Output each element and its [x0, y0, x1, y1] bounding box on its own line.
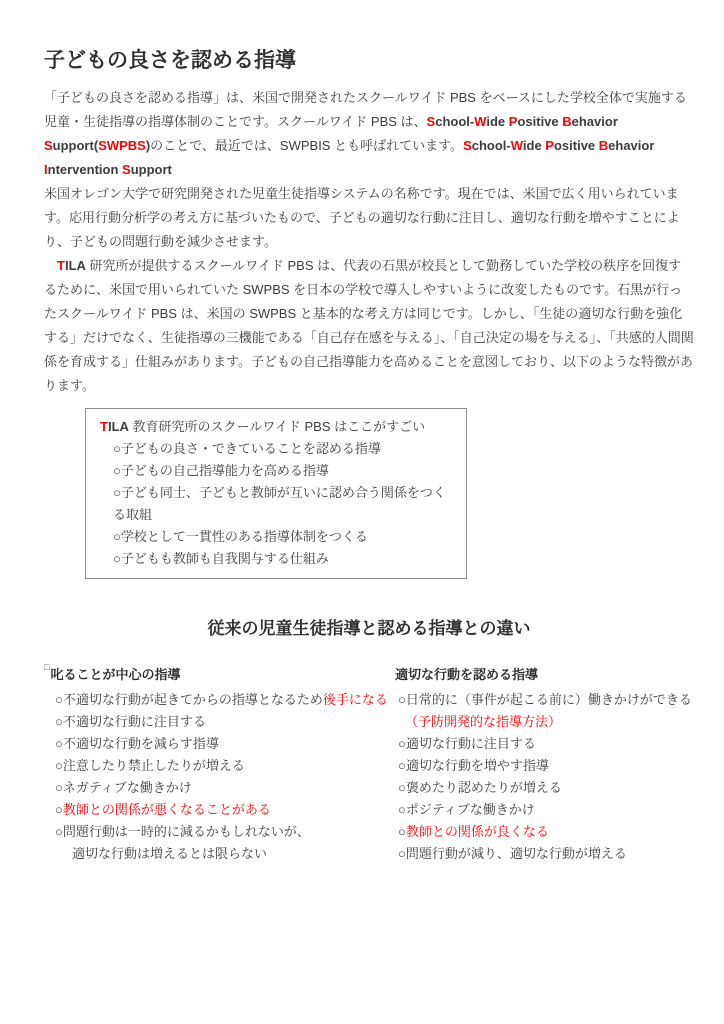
list-item: ○不適切な行動に注目する [55, 714, 206, 729]
feature-box-item: ○子どもの良さ・できていることを認める指導 [113, 441, 381, 456]
feature-box-title: TILA 教育研究所のスクールワイド PBS はここがすごい [100, 419, 426, 434]
page-title: 子どもの良さを認める指導 [44, 49, 296, 72]
list-item: ○注意したり禁止したりが増える [55, 758, 245, 773]
list-item: ○問題行動が減り、適切な行動が増える [398, 846, 627, 861]
left-column-header-label: 叱ることが中心の指導 [50, 667, 181, 682]
list-item: ○教師との関係が良くなる [398, 824, 549, 839]
list-item: ○適切な行動を増やす指導 [398, 758, 549, 773]
list-item-continuation: 適切な行動は増えるとは限らない [72, 846, 268, 861]
intro-paragraph-1: 「子どもの良さを認める指導」は、米国で開発されたスクールワイド PBS をベースにした学校全体で実施する児童・生徒指導の指導体制のことです。スクールワイド PBS は、School-Wide Positive Behavior Support(SWPBS)のことで、最近では、SWPBIS とも呼ばれています。School-Wide Positive Behavior Intervention Support [44, 90, 687, 177]
left-column-header: □叱ることが中心の指導 [44, 662, 181, 682]
feature-box-item: ○子どもも教師も自我関与する仕組み [113, 551, 329, 566]
intro-paragraph-1-continued: 米国オレゴン大学で研究開発された児童生徒指導システムの名称です。現在では、米国で広く用いられています。応用行動分析学の考え方に基づいたもので、子どもの適切な行動に注目し、適切な行動を増やすことにより、子どもの問題行動を減少させます。 [44, 186, 680, 249]
feature-box-item: ○子どもの自己指導能力を高める指導 [113, 463, 329, 478]
feature-box-item: ○学校として一貫性のある指導体制をつくる [113, 529, 368, 544]
feature-box [85, 408, 467, 579]
list-item-continuation: （予防開発的な指導方法） [405, 714, 562, 729]
list-item: ○不適切な行動を減らす指導 [55, 736, 219, 751]
column-scolding-centered [44, 663, 395, 865]
list-item: ○日常的に（事件が起こる前に）働きかけができる [398, 692, 692, 707]
list-item: ○褒めたり認めたりが増える [398, 780, 562, 795]
column-recognizing-behavior [395, 663, 694, 865]
list-item: ○教師との関係が悪くなることがある [55, 802, 271, 817]
list-item: ○不適切な行動が起きてからの指導となるため後手になる [55, 692, 388, 707]
comparison-heading: 従来の児童生徒指導と認める指導との違い [207, 619, 531, 638]
list-item: ○適切な行動に注目する [398, 736, 536, 751]
intro-text [44, 86, 694, 398]
list-item: ○ネガティブな働きかけ [55, 780, 192, 795]
feature-box-item: ○子ども同士、子どもと教師が互いに認め合う関係をつくる取組 [113, 485, 446, 522]
list-item: ○ポジティブな働きかけ [398, 802, 535, 817]
intro-paragraph-2: TILA 研究所が提供するスクールワイド PBS は、代表の石黒が校長として勤務していた学校の秩序を回復するために、米国で用いられていた SWPBS を日本の学校で導入しやすいように改変したものです。石黒が行ったスクールワイド PBS は、米国の SWPBS と基本的な考え方は同じです。しかし、「生徒の適切な行動を強化する」だけでなく、生徒指導の三機能である「自己存在感を与える」、「自己決定の場を与える」、「共感的人間関係を育成する」仕組みがあります。子どもの自己指導能力を高めることを意図しており、以下のような特徴があります。 [44, 258, 694, 393]
list-item: ○問題行動は一時的に減るかもしれないが、 [55, 824, 310, 839]
right-column-header: 適切な行動を認める指導 [395, 667, 539, 682]
comparison-columns [44, 663, 694, 865]
